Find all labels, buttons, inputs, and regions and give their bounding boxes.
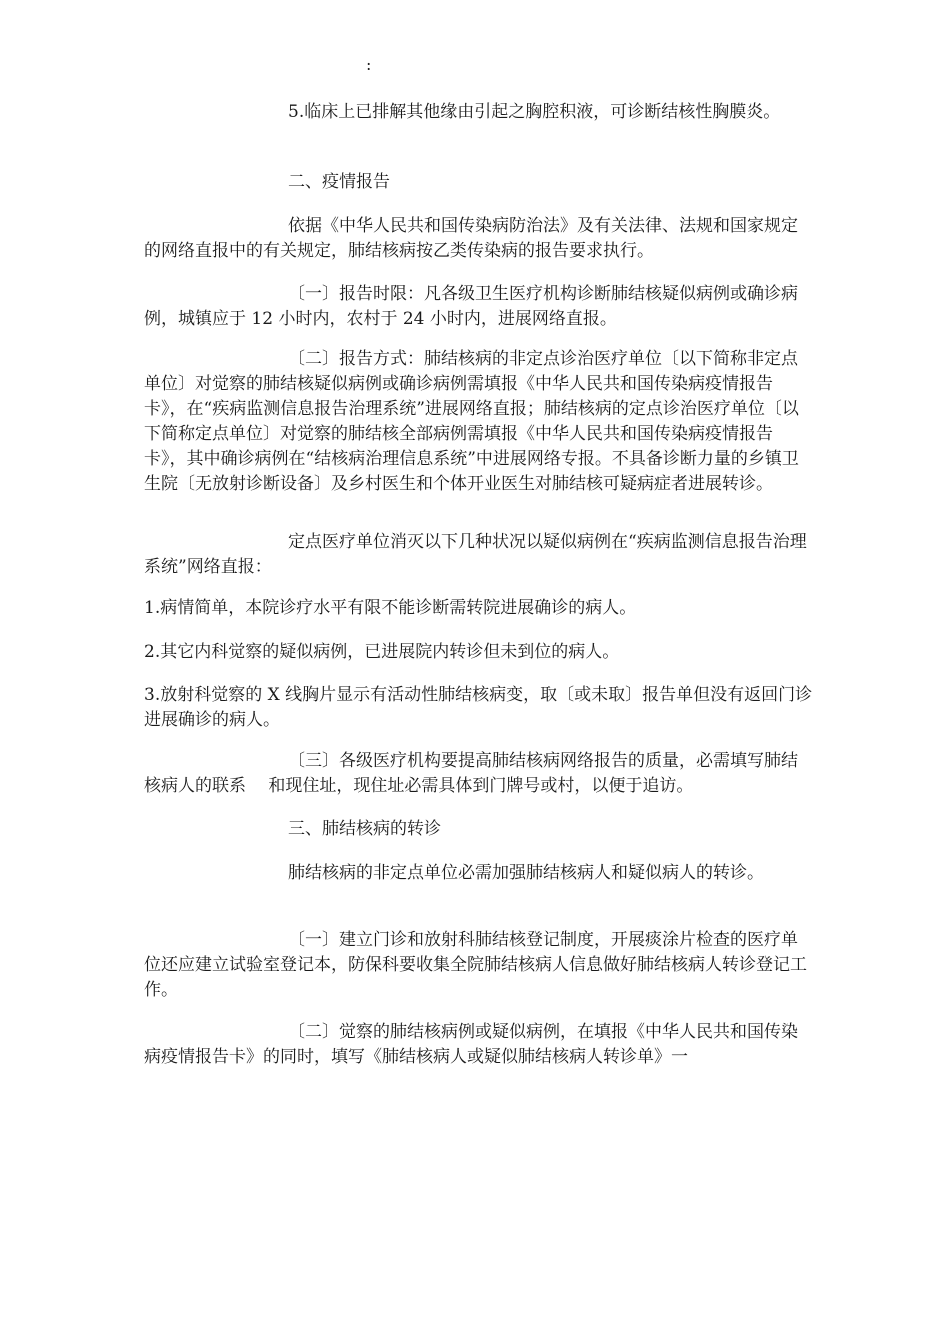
- list-item-2: 2.其它内科觉察的疑似病例，已进展院内转诊但未到位的病人。: [144, 642, 620, 662]
- page-header-mark: :: [366, 55, 372, 74]
- list-item-3: 3.放射科觉察的 X 线胸片显示有活动性肺结核病变，取〔或未取〕报告单但没有返回门诊进展确诊的病人。: [144, 685, 813, 730]
- paragraph-report-time-limit: 〔一〕报告时限：凡各级卫生医疗机构诊断肺结核疑似病例或确诊病例，城镇应于 12 小时内，农村于 24 小时内，进展网络直报。: [144, 284, 798, 329]
- list-item-1: 1.病情简单，本院诊疗水平有限不能诊断需转院进展确诊的病人。: [144, 598, 637, 618]
- paragraph-referral-form: 〔二〕觉察的肺结核病例或疑似病例，在填报《中华人民共和国传染病疫情报告卡》的同时，填写《肺结核病人或疑似肺结核病人转诊单》一: [144, 1022, 798, 1067]
- paragraph-registration-system: 〔一〕建立门诊和放射科肺结核登记制度，开展痰涂片检查的医疗单位还应建立试验室登记本，防保科要收集全院肺结核病人信息做好肺结核病人转诊登记工作。: [144, 930, 807, 1000]
- paragraph-report-method: 〔二〕报告方式：肺结核病的非定点诊治医疗单位〔以下简称非定点单位〕对觉察的肺结核疑似病例或确诊病例需填报《中华人民共和国传染病疫情报告卡》，在“疾病监测信息报告治理系统”进展网络直报；肺结核病的定点诊治医疗单位〔以下简称定点单位〕对觉察的肺结核全部病例需填报《中华人民共和国传染病疫情报告卡》，其中确诊病例在“结核病治理信息系统”中进展网络专报。不具备诊断力量的乡镇卫生院〔无放射诊断设备〕及乡村医生和个体开业医生对肺结核可疑病症者进展转诊。: [144, 349, 799, 494]
- paragraph-referral-intro: 肺结核病的非定点单位必需加强肺结核病人和疑似病人的转诊。: [288, 863, 764, 883]
- section-heading-referral: 三、肺结核病的转诊: [288, 819, 441, 839]
- section-heading-epidemic-report: 二、疫情报告: [288, 172, 390, 192]
- paragraph-legal-basis: 依据《中华人民共和国传染病防治法》及有关法律、法规和国家规定的网络直报中的有关规定，肺结核病按乙类传染病的报告要求执行。: [144, 216, 798, 261]
- paragraph-diagnosis-5: 5.临床上已排解其他缘由引起之胸腔积液，可诊断结核性胸膜炎。: [288, 102, 781, 122]
- paragraph-report-quality: 〔三〕各级医疗机构要提高肺结核病网络报告的质量，必需填写肺结核病人的联系 和现住址，现住址必需具体到门牌号或村，以便于追访。: [144, 751, 798, 796]
- paragraph-designated-units: 定点医疗单位消灭以下几种状况以疑似病例在“疾病监测信息报告治理系统”网络直报：: [144, 532, 807, 577]
